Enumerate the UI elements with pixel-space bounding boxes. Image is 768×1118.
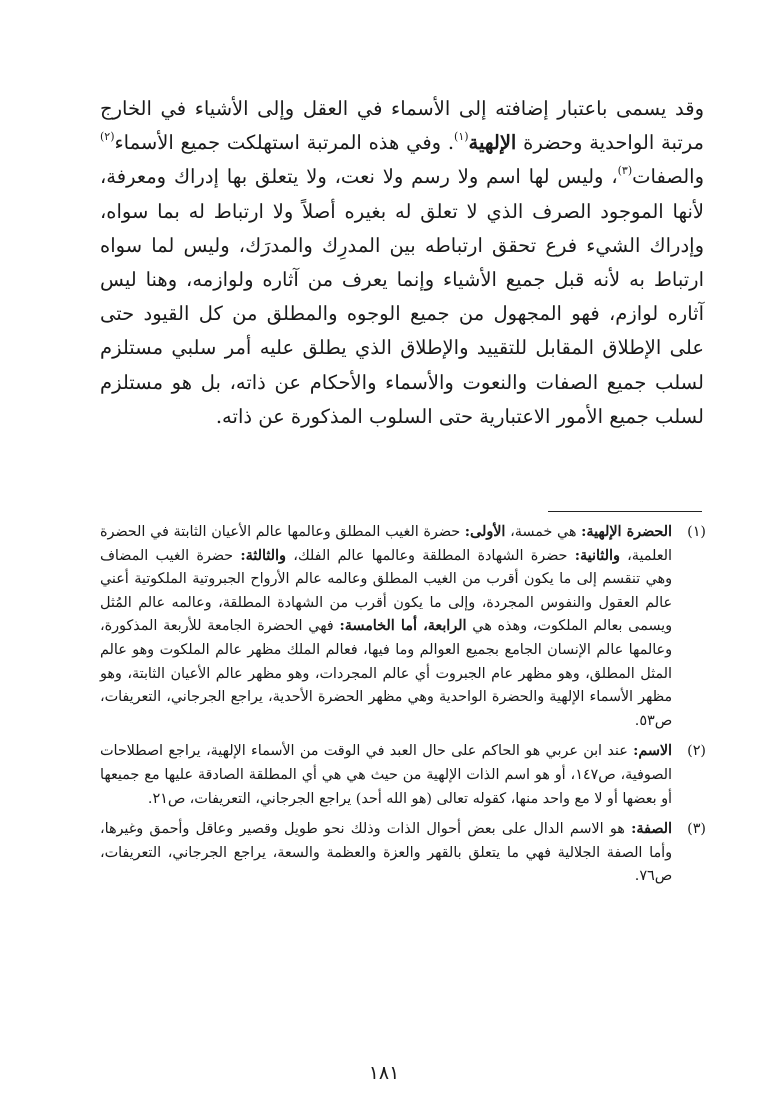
- paragraph-segment: . وفي هذه المرتبة استهلكت جميع الأسماء: [114, 131, 455, 155]
- footnote-body: [100, 740, 672, 811]
- footnote-text: حضرة الغيب المضاف وهي تنقسم إلى ما يكون أقرب من الغيب المطلق وعالمه عالم الأرواح الجبروتية الملكوتية أعني عالم العقول والنفوس المجردة، وإلى ما يكون أقرب من الشهادة المطلقة، وعالمه عالم المُثل ويسمى بعالم الملكوت، وهذه هي: [100, 547, 672, 635]
- bold-term-ilahiyya: الإلهية: [468, 131, 517, 155]
- footnote-text: حضرة الغيب المطلق وعالمها عالم الأعيان الثابتة في الحضرة العلمية،: [100, 524, 672, 564]
- footnote-term: الحضرة الإلهية:: [581, 524, 672, 540]
- footnote-text: عند ابن عربي هو الحاكم على حال العبد في الوقت من الأسماء الإلهية، يراجع اصطلاحات الصوفية، ص١٤٧، أو هو اسم الذات الإلهية من حيث هي هي أي المطلقة الصادقة عليها مع جميعها أو بعضها أو لا مع واحد منها، كقوله تعالى (هو الله أحد) يراجع الجرجاني، التعريفات، ص٢١.: [100, 743, 673, 807]
- footnote-bold: والثانية:: [574, 547, 620, 564]
- page-number: ١٨١: [368, 1062, 400, 1084]
- footnote-number: (٢): [687, 743, 706, 760]
- footnote-text: فهي الحضرة الجامعة للأربعة المذكورة، وعالمها عالم الإنسان الجامع بجميع العوالم وما فيها، فعالم الملك مظهر عالم الملكوت وهو عالم المثل المطلق، وهو مظهر عام الجبروت أي عالم المجردات، وهو مظهر عالم الأعيان الثابتة، وهو مظهر الأسماء الإلهية والحضرة الواحدية وهي مظهر الحضرة الأحدية، يراجع الجرجاني، التعريفات، ص٥٣.: [100, 618, 672, 729]
- footnote-number: (١): [687, 524, 706, 540]
- footnote-bold: والثالثة:: [240, 547, 286, 564]
- footnote-term: الاسم:: [633, 743, 672, 760]
- footnote-term: الصفة:: [631, 821, 672, 838]
- footnote-body: [100, 521, 672, 733]
- footnote-text: حضرة الشهادة المطلقة وعالمها عالم الفلك،: [285, 547, 575, 564]
- main-paragraph: [100, 92, 704, 434]
- paragraph-segment: والصفات: [632, 165, 704, 189]
- main-text: [100, 92, 704, 434]
- footnote-number: (٣): [687, 821, 706, 838]
- footnote-bold: الأولى:: [464, 524, 506, 540]
- footnote-body: [100, 818, 672, 889]
- footnote-bold: الرابعة، أما الخامسة:: [339, 618, 467, 635]
- footnote-1: [100, 521, 706, 733]
- footnote-ref-2[interactable]: (٢): [100, 130, 115, 144]
- footnote-separator: [548, 511, 702, 512]
- footnotes-section: [100, 521, 706, 896]
- footnote-ref-3[interactable]: (٣): [617, 164, 633, 178]
- footnote-2: [100, 740, 706, 811]
- paragraph-segment: ، وليس لها اسم ولا رسم ولا نعت، ولا يتعلق بها إدراك ومعرفة، لأنها الموجود الصرف الذي لا تعلق له بغيره أصلاً ولا ارتباط له بما سواه، وإدراك الشيء فرع تحقق ارتباطه بين المدرِك والمدرَك، وليس لما سواه ارتباط به لأنه قبل جميع الأشياء وإنما يعرف من آثاره ولوازمه، وهنا ليس آثاره لوازم، فهو المجهول من جميع الوجوه والمطلق من كل القيود حتى على الإطلاق المقابل للتقييد والإطلاق الذي يطلق عليه أمر سلبي مستلزم لسلب جميع الصفات والنعوت والأسماء والأحكام عن ذاته، بل هو مستلزم لسلب جميع الأمور الاعتبارية حتى السلوب المذكورة عن ذاته.: [100, 165, 704, 428]
- footnote-ref-1[interactable]: (١): [454, 130, 469, 144]
- footnote-text: هي خمسة،: [505, 524, 582, 540]
- paragraph-segment: وقد يسمى باعتبار إضافته إلى الأسماء في العقل وإلى الأشياء في الخارج مرتبة الواحدية وحضرة: [100, 97, 704, 155]
- footnote-3: [100, 818, 706, 889]
- footnote-text: هو الاسم الدال على بعض أحوال الذات وذلك نحو طويل وقصير وعاقل وأحمق وغيرها، وأما الصفة الجلالية فهي ما يتعلق بالقهر والعزة والعظمة والسعة، يراجع الجرجاني، التعريفات، ص٧٦.: [100, 821, 672, 885]
